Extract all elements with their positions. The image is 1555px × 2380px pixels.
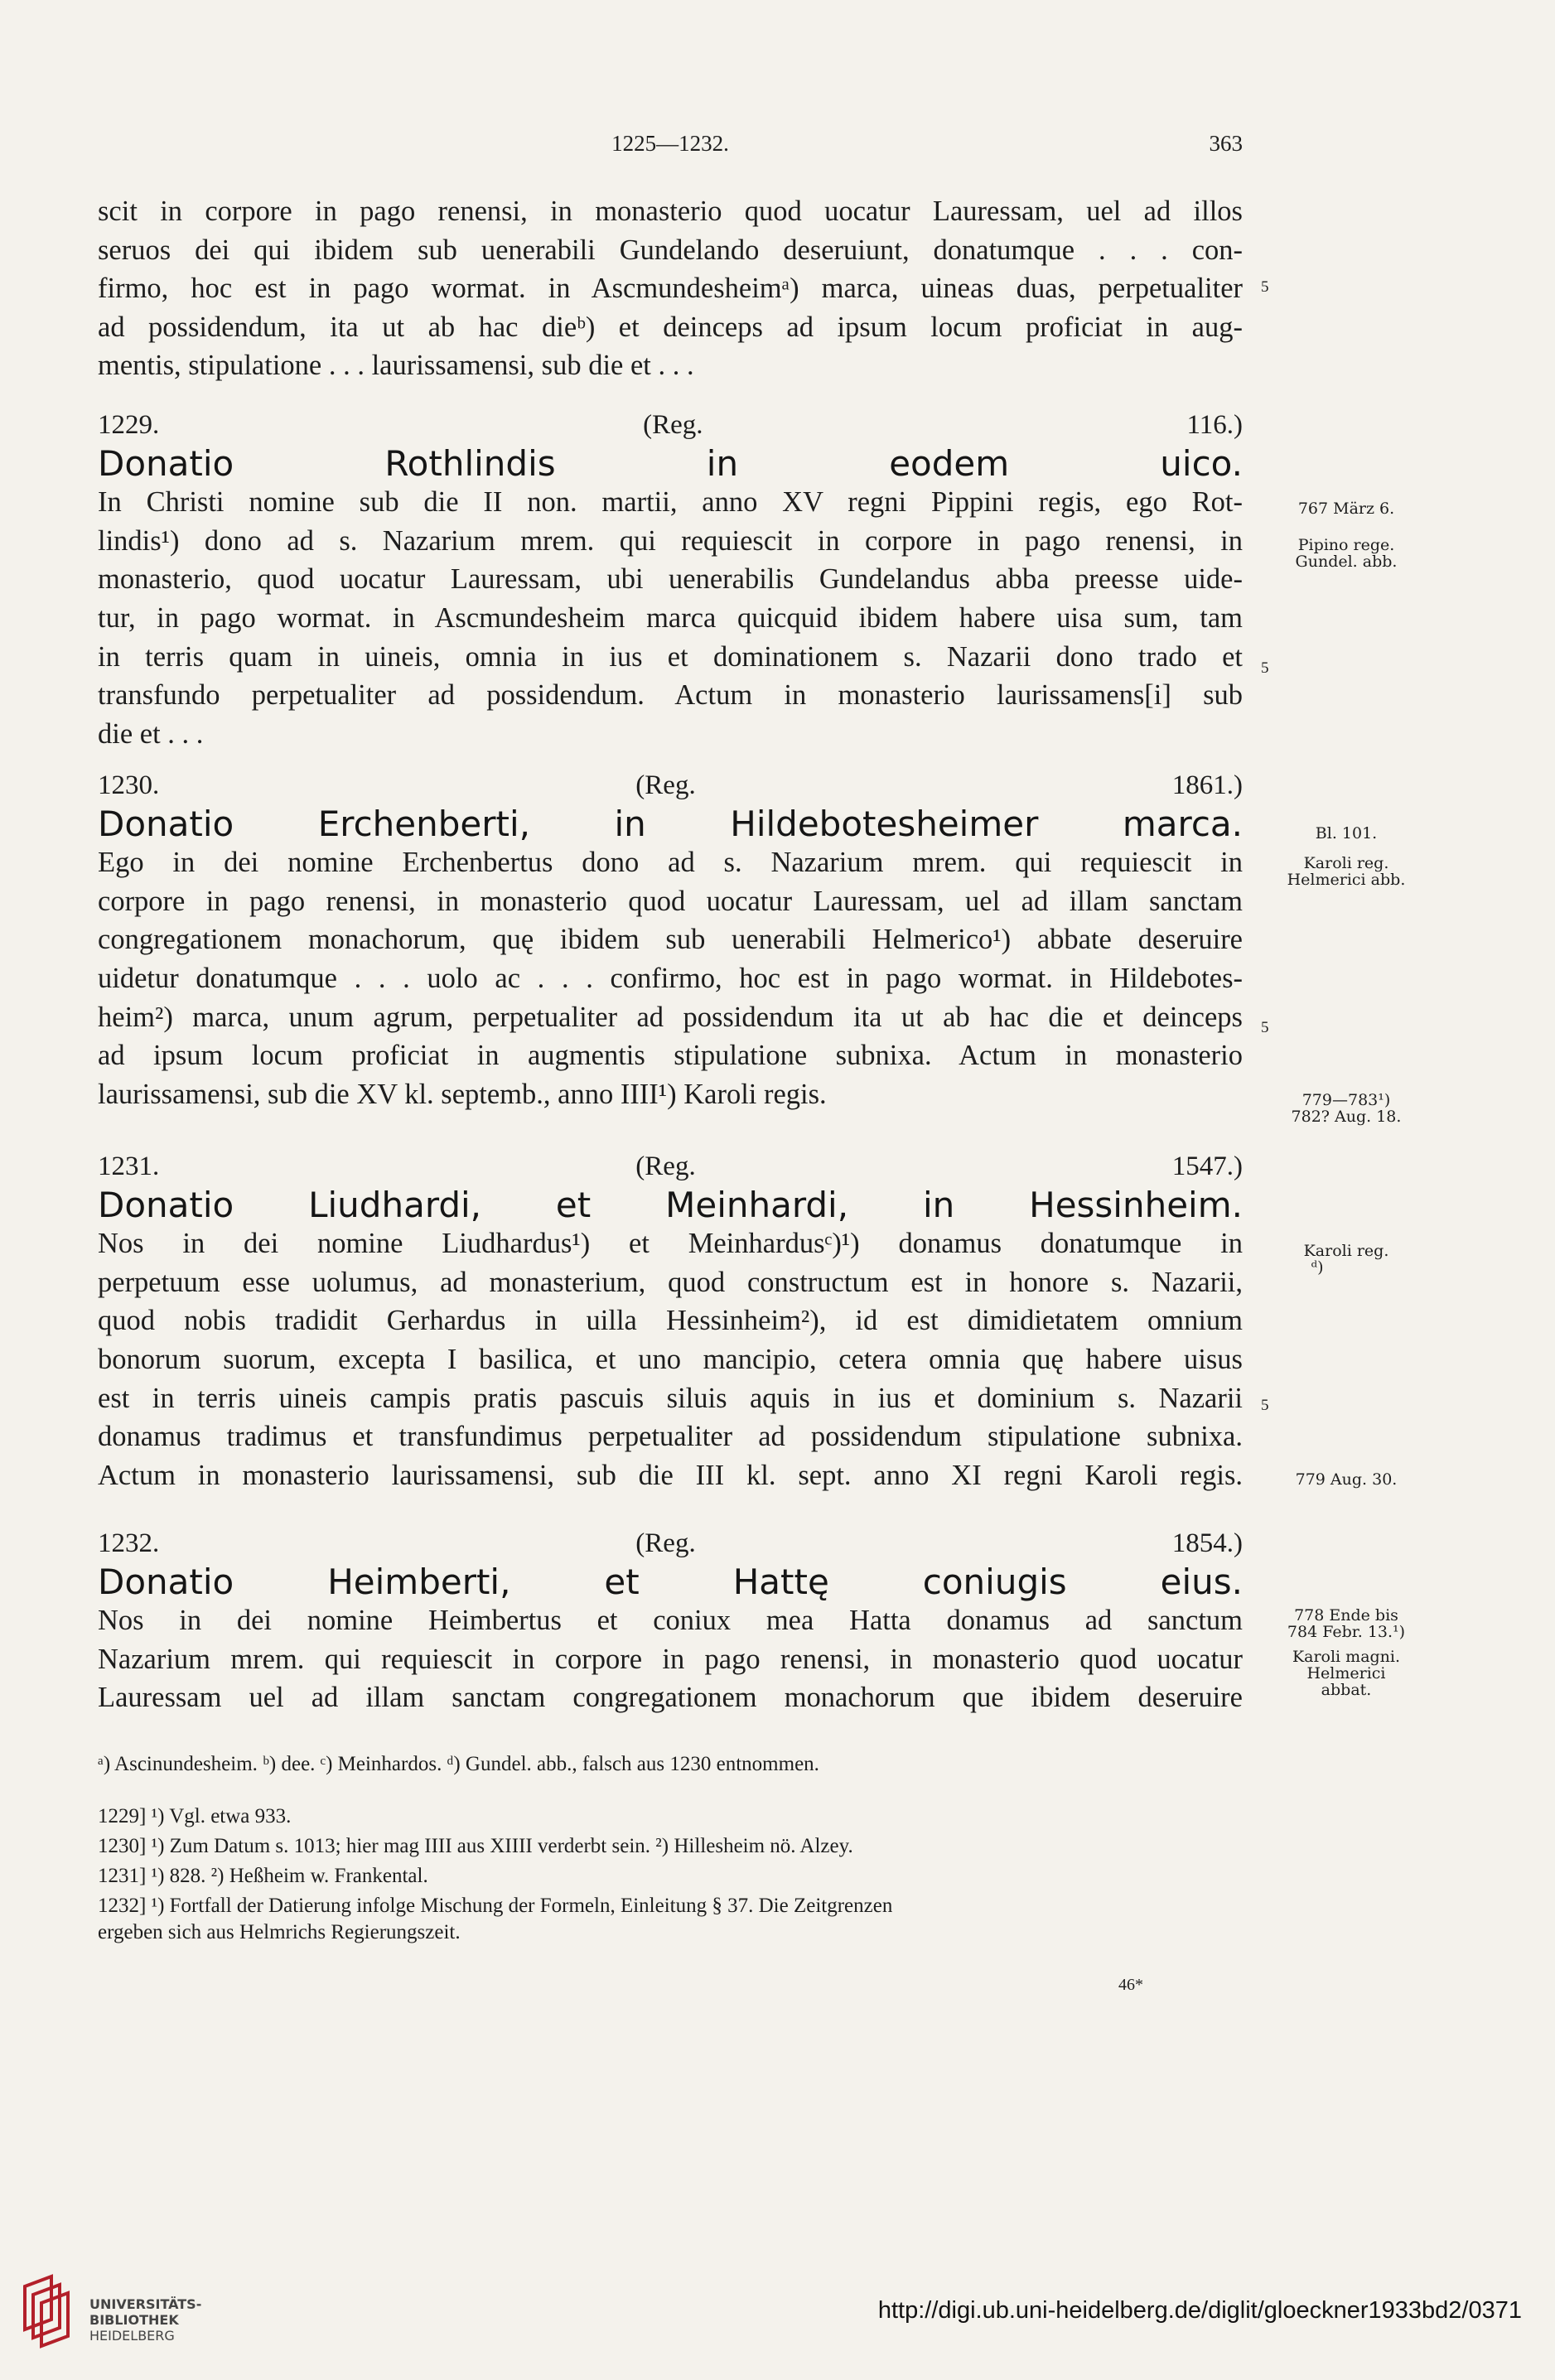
margin-note: 782? Aug. 18. xyxy=(1291,1108,1402,1126)
text-line: corpore in pago renensi, in monasterio quod uocatur Lauressam, uel ad illam sanctam xyxy=(98,885,1243,917)
source-url-link[interactable]: http://digi.ub.uni-heidelberg.de/diglit/gloeckner1933bd2/0371 xyxy=(877,2297,1522,2324)
text-line: heim²) marca, unum agrum, perpetualiter ad possidendum ita ut ab hac die et deinceps xyxy=(98,1001,1243,1033)
page-signature: 46* xyxy=(1118,1976,1143,1994)
margin-note: Helmerici abb. xyxy=(1287,871,1406,889)
header-range: 1225—1232. xyxy=(611,131,729,156)
entry-1232 xyxy=(98,1524,1243,1717)
entry-number: 1230. (Reg. 1861.) xyxy=(98,770,1243,800)
text-line: Nos in dei nomine Liudhardus¹) et Meinhardusᶜ)¹) donamus donatumque in xyxy=(98,1228,1243,1260)
text-line: laurissamensi, sub die XV kl. septemb., anno IIII¹) Karoli regis. xyxy=(98,1078,827,1110)
footnote: ergeben sich aus Helmrichs Regierungszeit. xyxy=(98,1921,461,1943)
entry-title: Donatio Liudhardi, et Meinhardi, in Hessinheim. xyxy=(98,1185,1243,1225)
text-line: Nazarium mrem. qui requiescit in corpore in pago renensi, in monasterio quod uocatur xyxy=(98,1643,1243,1675)
margin-note: Pipino rege. xyxy=(1297,536,1395,554)
line-number: 5 xyxy=(1261,659,1269,677)
margin-note: Karoli reg. xyxy=(1303,1242,1389,1260)
footnote: ᵃ) Ascinundesheim. ᵇ) dee. ᶜ) Meinhardos. ᵈ) Gundel. abb., falsch aus 1230 entnommen. xyxy=(98,1753,819,1775)
text-line: quod nobis tradidit Gerhardus in uilla Hessinheim²), id est dimidietatem omnium xyxy=(98,1305,1243,1337)
text-line: Nos in dei nomine Heimbertus et coniux mea Hatta donamus ad sanctum xyxy=(98,1605,1243,1637)
text-line: seruos dei qui ibidem sub uenerabili Gundelando deseruiunt, donatumque . . . con- xyxy=(98,234,1243,266)
running-header xyxy=(98,131,1243,164)
text-line: transfundo perpetualiter ad possidendum. Actum in monasterio laurissamens[i] sub xyxy=(98,679,1243,712)
footnote: 1230] ¹) Zum Datum s. 1013; hier mag IIII aus XIIII verderbt sein. ²) Hillesheim nö. Alzey. xyxy=(98,1835,853,1857)
text-line: donamus tradimus et transfundimus perpetualiter ad possidendum stipulatione subnixa. xyxy=(98,1421,1243,1453)
text-line: ad possidendum, ita ut ab hac dieᵇ) et deinceps ad ipsum locum proficiat in aug- xyxy=(98,311,1243,343)
margin-note: Gundel. abb. xyxy=(1295,553,1398,571)
text-line: est in terris uineis campis pratis pascuis siluis aquis in ius et dominium s. Nazarii xyxy=(98,1382,1243,1414)
margin-note: Karoli magni. xyxy=(1292,1648,1401,1666)
entry-title: Donatio Erchenberti, in Hildebotesheimer marca. xyxy=(98,804,1243,844)
text-line: Ego in dei nomine Erchenbertus dono ad s. Nazarium mrem. qui requiescit in xyxy=(98,847,1243,879)
margin-note: Karoli reg. xyxy=(1303,854,1389,872)
margin-note: abbat. xyxy=(1321,1681,1372,1699)
text-line: Lauressam uel ad illam sanctam congregationem monachorum que ibidem deseruire xyxy=(98,1682,1243,1714)
text-line: perpetuum esse uolumus, ad monasterium, quod constructum est in honore s. Nazarii, xyxy=(98,1266,1243,1298)
entry-number: 1232. (Reg. 1854.) xyxy=(98,1528,1243,1558)
margin-note: Bl. 101. xyxy=(1315,824,1378,842)
margin-note: ᵈ) xyxy=(1311,1258,1324,1277)
text-line: mentis, stipulatione . . . laurissamensi, sub die et . . . xyxy=(98,350,694,382)
margin-note: 784 Febr. 13.¹) xyxy=(1287,1623,1406,1641)
text-line: bonorum suorum, excepta I basilica, et uno mancipio, cetera omnia quę habere uisus xyxy=(98,1343,1243,1375)
text-line: lindis¹) dono ad s. Nazarium mrem. qui requiescit in corpore in pago renensi, in xyxy=(98,524,1243,557)
intro-paragraph xyxy=(98,192,1243,385)
text-line: firmo, hoc est in pago wormat. in Ascmundesheimᵃ) marca, uineas duas, perpetualiter xyxy=(98,273,1243,305)
entry-number: 1229. (Reg. 116.) xyxy=(98,410,1243,440)
text-line: Actum in monasterio laurissamensi, sub die III kl. sept. anno XI regni Karoli regis. xyxy=(98,1459,1243,1491)
text-line: die et . . . xyxy=(98,717,204,750)
entry-title: Donatio Rothlindis in eodem uico. xyxy=(98,444,1243,484)
text-line: congregationem monachorum, quę ibidem sub uenerabili Helmerico¹) abbate deseruire xyxy=(98,924,1243,956)
margin-note: 767 März 6. xyxy=(1297,500,1395,518)
line-number: 5 xyxy=(1261,1397,1269,1414)
header-page-number: 363 xyxy=(1209,131,1243,156)
text-line: ad ipsum locum proficiat in augmentis stipulatione subnixa. Actum in monasterio xyxy=(98,1040,1243,1072)
margin-note: 778 Ende bis xyxy=(1294,1606,1398,1624)
line-number: 5 xyxy=(1261,278,1269,296)
text-line: monasterio, quod uocatur Lauressam, ubi uenerabilis Gundelandus abba preesse uide- xyxy=(98,563,1243,596)
text-line: tur, in pago wormat. in Ascmundesheim marca quicquid ibidem habere uisa sum, tam xyxy=(98,601,1243,634)
footnote: 1232] ¹) Fortfall der Datierung infolge Mischung der Formeln, Einleitung § 37. Die Zeitgrenzen xyxy=(98,1895,893,1917)
text-line: uidetur donatumque . . . uolo ac . . . confirmo, hoc est in pago wormat. in Hildebotes- xyxy=(98,962,1243,994)
entry-title: Donatio Heimberti, et Hattę coniugis eius. xyxy=(98,1562,1243,1602)
margin-note: 779 Aug. 30. xyxy=(1295,1470,1398,1489)
line-number: 5 xyxy=(1261,1019,1269,1036)
margin-note: 779—783¹) xyxy=(1301,1091,1391,1109)
margin-note: Helmerici xyxy=(1306,1664,1386,1682)
footnote: 1231] ¹) 828. ²) Heßheim w. Frankental. xyxy=(98,1865,428,1887)
library-logo-icon xyxy=(18,2270,85,2353)
text-line: in terris quam in uineis, omnia in ius et dominationem s. Nazarii dono trado et xyxy=(98,640,1243,673)
entry-1230 xyxy=(98,766,1243,1113)
text-line: scit in corpore in pago renensi, in monasterio quod uocatur Lauressam, uel ad illos xyxy=(98,196,1243,227)
entry-1231 xyxy=(98,1147,1243,1494)
text-line: In Christi nomine sub die II non. martii, anno XV regni Pippini regis, ego Rot- xyxy=(98,486,1243,519)
library-name: UNIVERSITÄTS- BIBLIOTHEK HEIDELBERG xyxy=(89,2296,202,2344)
entry-number: 1231. (Reg. 1547.) xyxy=(98,1151,1243,1181)
entry-1229 xyxy=(98,406,1243,753)
footnote: 1229] ¹) Vgl. etwa 933. xyxy=(98,1805,292,1827)
